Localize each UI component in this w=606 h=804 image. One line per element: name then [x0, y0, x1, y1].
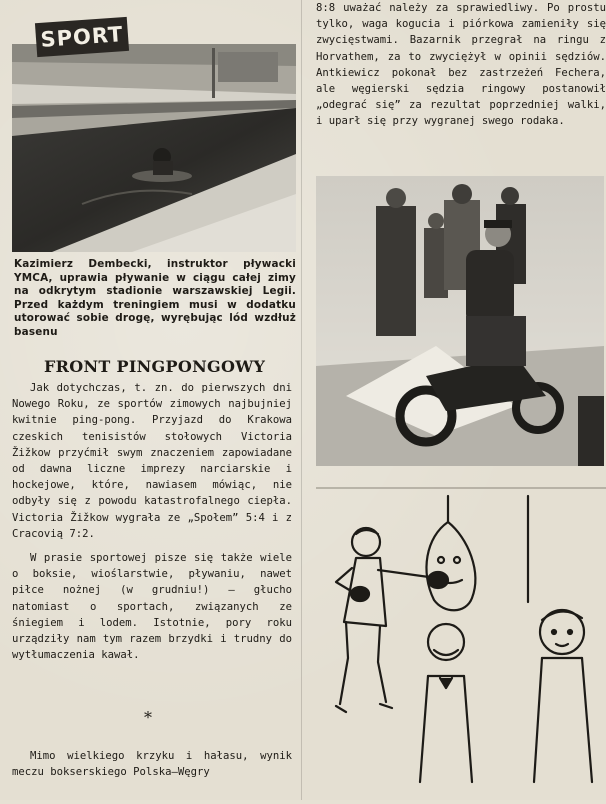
boxing-cartoon: [316, 482, 606, 800]
section-separator: *: [144, 708, 152, 727]
closing-paragraph: [12, 748, 292, 780]
motorcycle-photo: [316, 176, 604, 466]
swimmer-photo: [12, 44, 296, 252]
continued-text: [316, 0, 606, 130]
column-divider: [301, 0, 302, 800]
section-badge: SPORT: [35, 17, 129, 57]
article-body: [12, 380, 292, 663]
continued-paragraph: 8:8 uważać należy za sprawiedliwy. Po prostu tylko, waga kogucia i piórkowa zamieniły się zwycięstwami. Bazarnik przegrał na ringu z Horvathem, za to zwyciężył w opinii sędziów. Antkiewicz pokonał bez zastrzeżeń Fechera, ale węgierski sędzia ringowy postanowił „odegrać się” za rezultat poprzedniej walki, i uparł się przy wygranej swego rodaka.: [316, 2, 606, 128]
closing-text: Mimo wielkiego krzyku i hałasu, wynik meczu bokserskiego Polska—Węgry: [12, 750, 292, 779]
article-paragraph: W prasie sportowej pisze się także wiele o boksie, wioślarstwie, pływaniu, nawet piłce nożnej (w grudniu!) — głucho natomiast o sportach, związanych ze śniegiem i lodem. Istotnie, pory roku urządziły nam tym razem brzydki i trudny do wytłumaczenia kawał.: [12, 552, 292, 662]
left-column: [0, 0, 300, 800]
article-paragraph: Jak dotychczas, t. zn. do pierwszych dni Nowego Roku, ze sportów zimowych najbujniej kwitnie ping-pong. Przyjazd do Krakowa czeskich tenisistów stołowych Victoria Žižkow przyćmił swym znaczeniem zapowiadane od dawna liczne imprezy narciarskie i hockejowe, które, nawiasem mówiąc, nie odbyły się z powodu katastrofalnego ciepła. Victoria Žižkow wygrała ze „Społem” 5:4 i z Cracovią 7:2.: [12, 382, 292, 540]
photo-caption: Kazimierz Dembecki, instruktor pływacki YMCA, uprawia pływanie w ciągu całej zimy na odkrytym stadionie warszawskiej Legii. Przed każdym treningiem musi w dodatku utorować sobie drogę, wyrębując lód wzdłuż basenu: [14, 258, 296, 338]
article-heading: FRONT PINGPONGOWY: [44, 357, 266, 376]
right-column: [306, 0, 606, 800]
